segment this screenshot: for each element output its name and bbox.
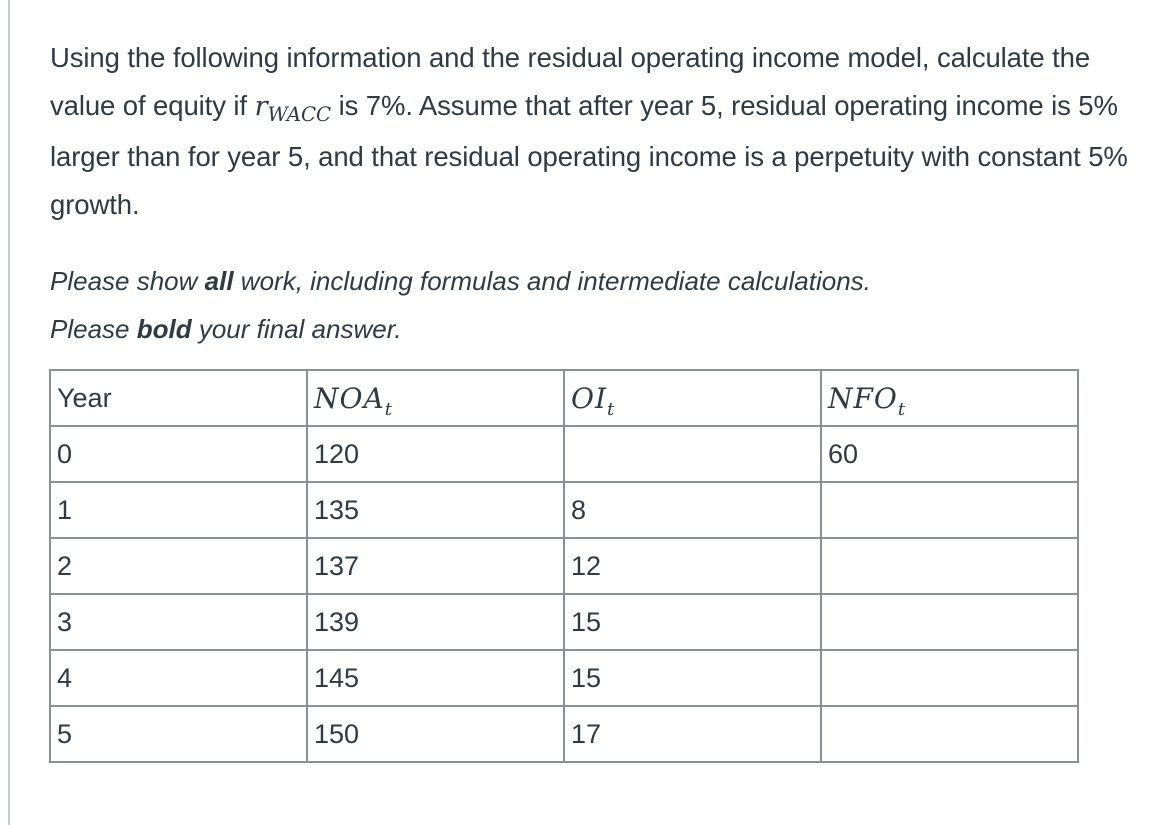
table-row (50, 650, 1078, 706)
table-row (50, 482, 1078, 538)
instruction-2-bold: bold (136, 314, 192, 344)
cell-nfo (821, 706, 1078, 762)
cell-noa: 150 (307, 706, 564, 762)
question-content (50, 34, 1160, 353)
instruction-2-before: Please (50, 314, 137, 344)
table-row (50, 594, 1078, 650)
question-part-2: is 7%. Assume that after year 5, residual operating income is 5% larger than for year 5, and that residual operating income is a perpetuity with constant 5% growth. (50, 90, 1128, 220)
header-noa-sub: t (384, 398, 392, 420)
cell-nfo: 60 (821, 426, 1078, 482)
instruction-1-bold: all (204, 266, 234, 296)
table-row (50, 538, 1078, 594)
data-table (49, 369, 1079, 763)
table-row (50, 706, 1078, 762)
question-part-1: Using the following information and the residual operating income model, calculate the value of equity if (50, 42, 1091, 121)
rate-subscript: WACC (267, 102, 332, 126)
cell-year: 0 (50, 426, 307, 482)
cell-nfo (821, 538, 1078, 594)
header-nfo-sub: t (897, 398, 906, 420)
instruction-2-after: your final answer. (191, 314, 402, 344)
header-nfo (821, 370, 1078, 426)
cell-noa: 145 (307, 650, 564, 706)
instruction-line-2 (50, 314, 402, 344)
cell-year: 5 (50, 706, 307, 762)
cell-oi: 12 (564, 538, 821, 594)
cell-nfo (821, 594, 1078, 650)
cell-nfo (821, 482, 1078, 538)
question-text (50, 34, 1160, 229)
table-header-row (50, 370, 1078, 426)
cell-oi: 8 (564, 482, 821, 538)
cell-noa: 137 (307, 538, 564, 594)
cell-oi: 15 (564, 594, 821, 650)
instruction-line-1 (50, 266, 871, 296)
rate-symbol: r (254, 90, 268, 122)
cell-oi: 15 (564, 650, 821, 706)
instruction-1-before: Please show (50, 266, 205, 296)
header-year: Year (50, 370, 307, 426)
header-noa-main: NOA (314, 381, 385, 415)
table-row (50, 426, 1078, 482)
cell-year: 4 (50, 650, 307, 706)
cell-nfo (821, 650, 1078, 706)
header-nfo-main: NFO (828, 381, 898, 415)
header-noa (307, 370, 564, 426)
cell-year: 2 (50, 538, 307, 594)
cell-noa: 135 (307, 482, 564, 538)
left-border-line (8, 0, 10, 825)
instructions (50, 257, 1160, 353)
cell-oi: 17 (564, 706, 821, 762)
cell-noa: 120 (307, 426, 564, 482)
cell-year: 3 (50, 594, 307, 650)
header-oi-main: OI (571, 381, 608, 415)
cell-noa: 139 (307, 594, 564, 650)
header-oi-sub: t (607, 398, 615, 420)
instruction-1-after: work, including formulas and intermediate calculations. (233, 266, 871, 296)
cell-oi (564, 426, 821, 482)
cell-year: 1 (50, 482, 307, 538)
header-oi (564, 370, 821, 426)
